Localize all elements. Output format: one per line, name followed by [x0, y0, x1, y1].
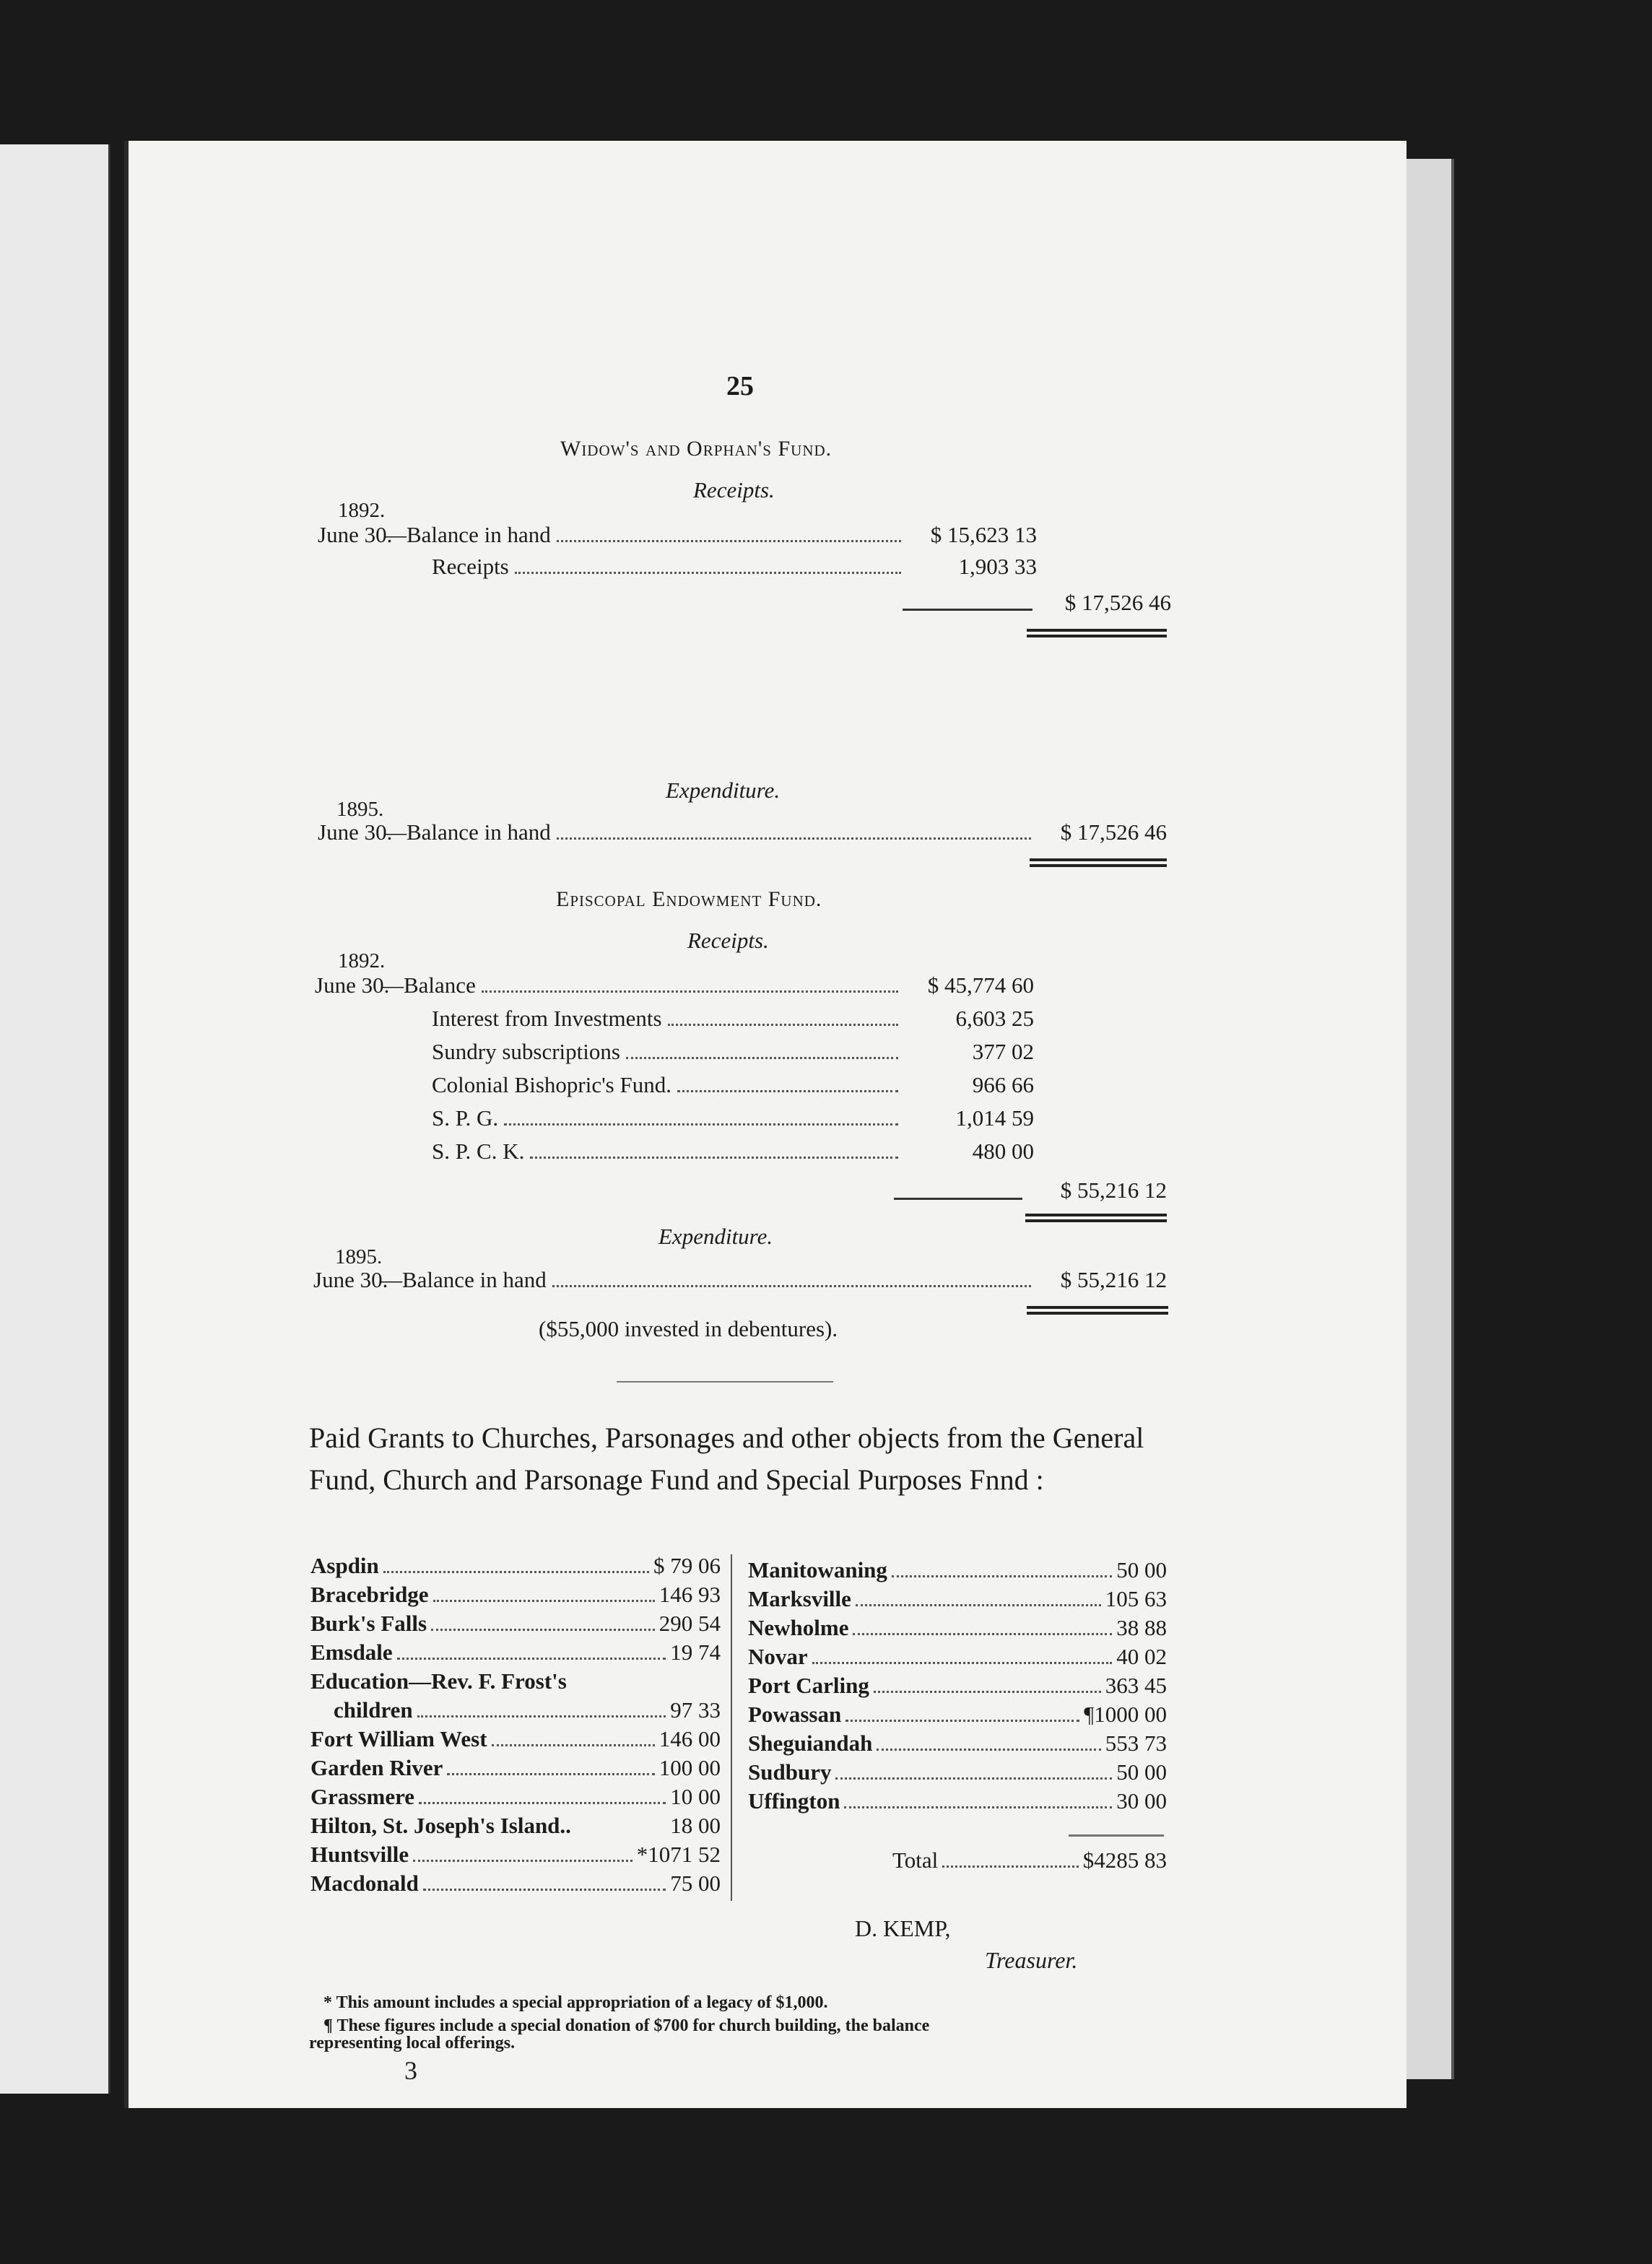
list-item: Powassan ¶1000 00	[748, 1702, 1167, 1727]
list-item: Marksville 105 63	[748, 1586, 1167, 1611]
episcopal-expenditure-heading: Expenditure.	[658, 1224, 773, 1249]
invested-note: ($55,000 invested in debentures).	[539, 1316, 838, 1341]
signature-mark: 3	[404, 2056, 417, 2085]
episcopal-receipts-heading: Receipts.	[687, 928, 769, 953]
widows-receipts-year: 1892.	[338, 499, 386, 522]
list-item: Aspdin $ 79 06	[310, 1553, 721, 1578]
list-item: Manitowaning 50 00	[748, 1557, 1167, 1582]
grants-right-column	[748, 1557, 1167, 1817]
episcopal-expenditure-year: 1895.	[335, 1245, 383, 1268]
section-divider	[617, 1381, 833, 1383]
list-item: children 97 33	[334, 1697, 721, 1723]
list-item: Port Carling 363 45	[748, 1673, 1167, 1698]
list-item: Uffington 30 00	[748, 1788, 1167, 1814]
episcopal-receipts-table	[315, 972, 1164, 1172]
episcopal-receipts-total: $ 55,216 12	[1060, 1177, 1167, 1203]
total-rule	[1069, 1834, 1164, 1837]
list-item: Hilton, St. Joseph's Island.. 18 00	[310, 1813, 721, 1838]
double-rule	[1025, 1214, 1167, 1222]
list-item: Novar 40 02	[748, 1644, 1167, 1669]
table-row: Receipts 1,903 33	[432, 554, 1037, 579]
table-row: Sundry subscriptions 377 02	[432, 1039, 1034, 1064]
footnote-donation: ¶ These figures include a special donation of $700 for church building, the balance	[323, 2016, 930, 2035]
subtotal-rule	[894, 1198, 1022, 1200]
page-number: 25	[726, 371, 754, 401]
grants-total-row: Total $4285 83	[892, 1847, 1167, 1873]
document-page	[124, 141, 1407, 2108]
list-item: Macdonald 75 00	[310, 1871, 721, 1896]
table-row: Interest from Investments 6,603 25	[432, 1006, 1034, 1031]
episcopal-fund-title: Episcopal Endowment Fund.	[556, 887, 822, 911]
table-row: Colonial Bishopric's Fund. 966 66	[432, 1072, 1034, 1097]
widows-expenditure-year: 1895.	[336, 798, 384, 821]
double-rule	[1027, 629, 1167, 637]
list-item: Education—Rev. F. Frost's	[310, 1668, 567, 1694]
widows-expenditure-heading: Expenditure.	[666, 778, 781, 803]
list-item: Huntsville *1071 52	[310, 1842, 721, 1867]
widows-receipts-heading: Receipts.	[693, 477, 775, 502]
table-row: S. P. C. K. 480 00	[432, 1138, 1034, 1164]
list-item: Newholme 38 88	[748, 1615, 1167, 1640]
list-item: Sheguiandah 553 73	[748, 1730, 1167, 1756]
widows-fund-title: Widow's and Orphan's Fund.	[560, 437, 832, 461]
column-divider	[731, 1554, 732, 1901]
list-item: Emsdale 19 74	[310, 1640, 721, 1665]
list-item: Burk's Falls 290 54	[310, 1611, 721, 1636]
grants-left-column	[310, 1553, 721, 1899]
episcopal-receipts-year: 1892.	[338, 949, 386, 972]
list-item: Bracebridge 146 93	[310, 1582, 721, 1607]
footnote-legacy: * This amount includes a special appropriation of a legacy of $1,000.	[323, 1993, 828, 2012]
widows-receipts-table	[318, 522, 1167, 585]
double-rule	[1030, 858, 1167, 867]
grants-intro: Paid Grants to Churches, Parsonages and other objects from the General Fund, Church and Parsonage Fund and Special Purposes Fnnd :	[309, 1421, 1144, 1496]
table-row: June 30. —Balance $ 45,774 60	[315, 972, 1034, 998]
widows-expenditure-row: June 30. —Balance in hand $ 17,526 46	[318, 819, 1167, 845]
list-item: Grassmere 10 00	[310, 1784, 721, 1809]
list-item: Fort William West 146 00	[310, 1726, 721, 1751]
signature-name: D. KEMP,	[855, 1915, 951, 1941]
subtotal-rule	[903, 609, 1032, 611]
table-row: S. P. G. 1,014 59	[432, 1105, 1034, 1131]
list-item: Garden River 100 00	[310, 1755, 721, 1780]
previous-page-edge	[0, 144, 110, 2094]
signature-title: Treasurer.	[985, 1947, 1078, 1973]
double-rule	[1027, 1306, 1168, 1315]
table-row: June 30. —Balance in hand $ 15,623 13	[318, 522, 1037, 547]
footnote-donation-cont: representing local offerings.	[309, 2034, 516, 2052]
widows-receipts-total: $ 17,526 46	[1064, 590, 1171, 615]
episcopal-expenditure-row: June 30. —Balance in hand $ 55,216 12	[313, 1267, 1167, 1292]
list-item: Sudbury 50 00	[748, 1759, 1167, 1785]
